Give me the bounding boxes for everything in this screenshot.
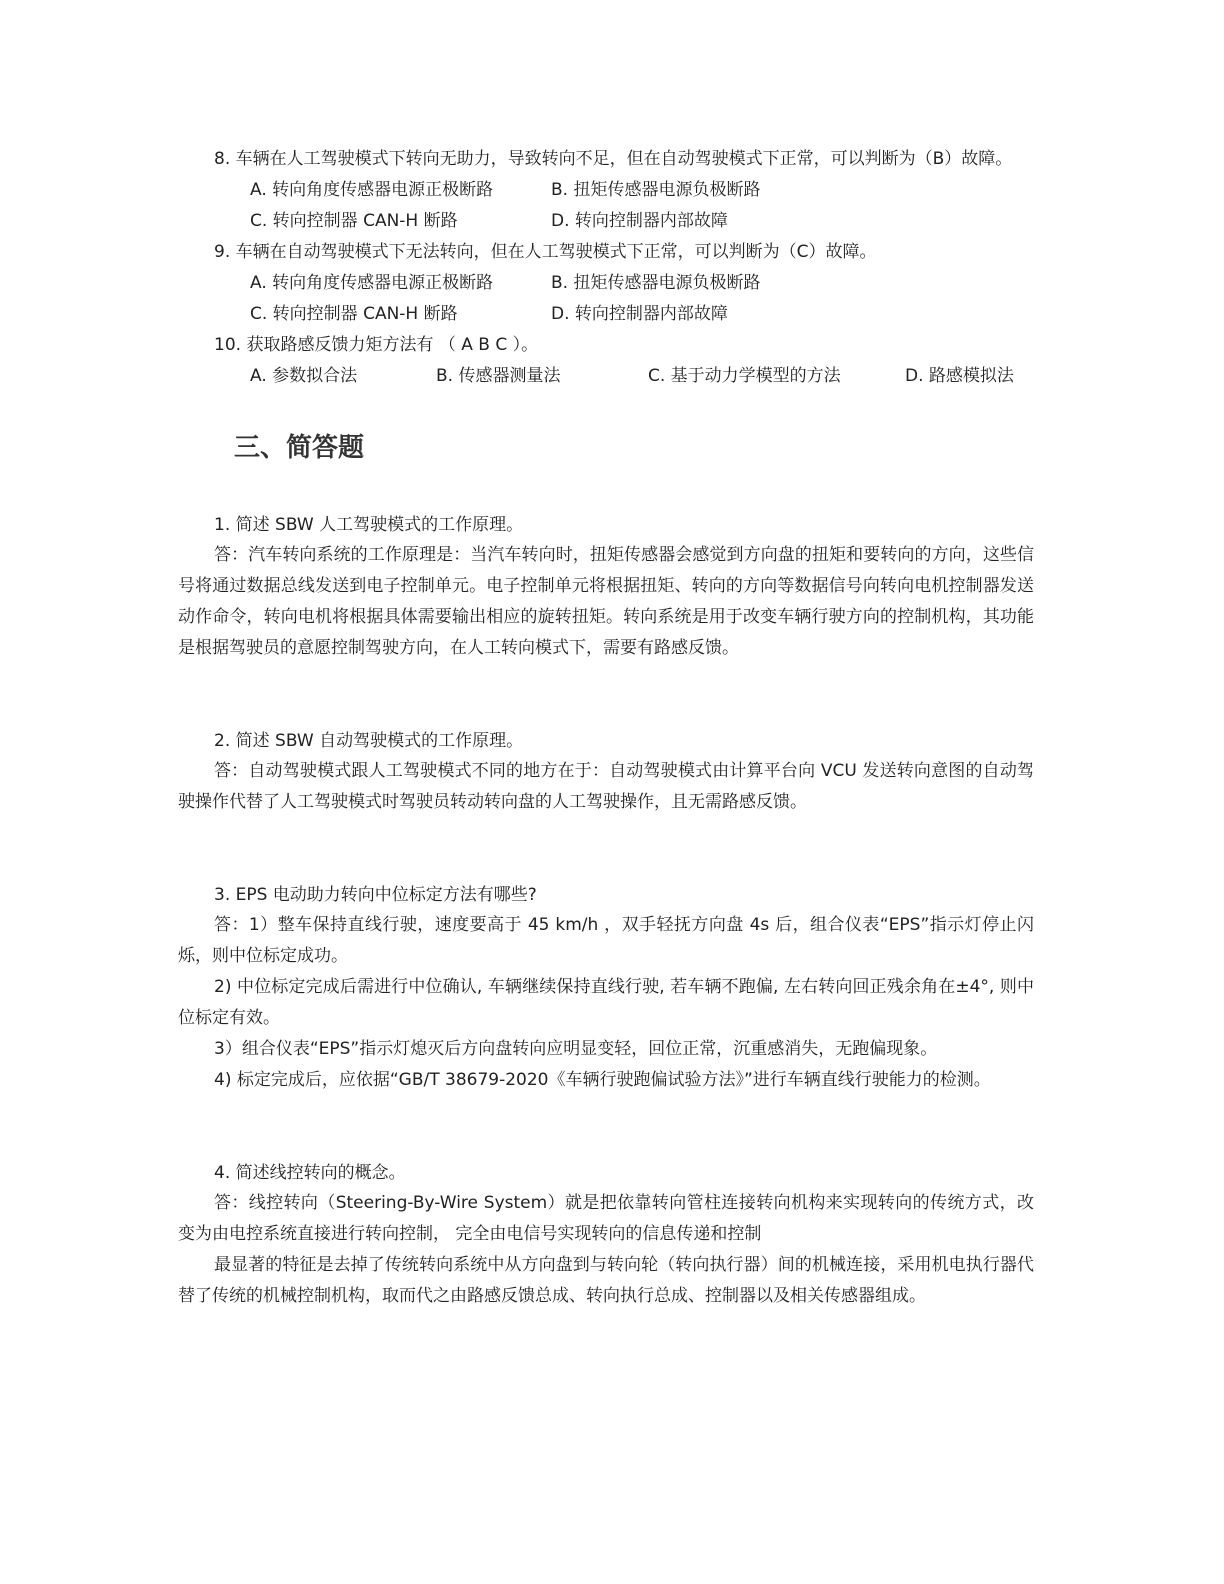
short-answer-2-stem: 2. 简述 SBW 自动驾驶模式的工作原理。	[214, 731, 524, 751]
question-10-option-c: C. 基于动力学模型的方法	[648, 366, 841, 386]
short-answer-3-answer-3: 3）组合仪表“EPS”指示灯熄灭后方向盘转向应明显变轻，回位正常，沉重感消失，无跑偏现象。	[214, 1039, 938, 1059]
question-8-option-a: A. 转向角度传感器电源正极断路	[250, 180, 494, 200]
question-8-option-b: B. 扭矩传感器电源负极断路	[551, 180, 761, 200]
short-answer-3-answer-4: 4) 标定完成后，应依据“GB/T 38679-2020《车辆行驶跑偏试验方法》”进行车辆直线行驶能力的检测。	[214, 1070, 991, 1090]
short-answer-3-stem: 3. EPS 电动助力转向中位标定方法有哪些?	[214, 885, 537, 905]
section-title: 三、简答题	[234, 433, 365, 463]
question-10-stem: 10. 获取路感反馈力矩方法有 （ A B C ）。	[214, 335, 539, 355]
question-8-option-d: D. 转向控制器内部故障	[551, 211, 728, 231]
question-10-option-d: D. 路感模拟法	[905, 366, 1014, 386]
question-10-option-a: A. 参数拟合法	[250, 366, 358, 386]
question-9-option-a: A. 转向角度传感器电源正极断路	[250, 273, 494, 293]
short-answer-4-stem: 4. 简述线控转向的概念。	[214, 1163, 406, 1183]
question-9-option-d: D. 转向控制器内部故障	[551, 304, 728, 324]
short-answer-1-stem: 1. 简述 SBW 人工驾驶模式的工作原理。	[214, 515, 524, 535]
question-9-option-b: B. 扭矩传感器电源负极断路	[551, 273, 761, 293]
short-answer-2-answer: 答：自动驾驶模式跟人工驾驶模式不同的地方在于：自动驾驶模式由计算平台向 VCU 发送转向意图的自动驾驶操作代替了人工驾驶模式时驾驶员转动转向盘的人工驾驶操作，且无需路感反馈。	[178, 761, 1034, 812]
short-answer-4-answer-2: 最显著的特征是去掉了传统转向系统中从方向盘到与转向轮（转向执行器）间的机械连接，采用机电执行器代替了传统的机械控制机构，取而代之由路感反馈总成、转向执行总成、控制器以及相关传感器组成。	[178, 1255, 1034, 1306]
short-answer-4-answer-1: 答：线控转向（Steering-By-Wire System）就是把依靠转向管柱连接转向机构来实现转向的传统方式，改变为由电控系统直接进行转向控制， 完全由电信号实现转向的信息传递和控制	[178, 1193, 1034, 1244]
question-8-stem: 8. 车辆在人工驾驶模式下转向无助力，导致转向不足，但在自动驾驶模式下正常，可以判断为（B）故障。	[214, 149, 1013, 169]
short-answer-3-answer-1: 答：1）整车保持直线行驶，速度要高于 45 km/h ，双手轻抚方向盘 4s 后，组合仪表“EPS”指示灯停止闪烁，则中位标定成功。	[178, 915, 1034, 966]
question-8-option-c: C. 转向控制器 CAN-H 断路	[250, 211, 458, 231]
short-answer-3-answer-2: 2) 中位标定完成后需进行中位确认, 车辆继续保持直线行驶, 若车辆不跑偏, 左右转向回正残余角在±4°, 则中位标定有效。	[178, 977, 1034, 1028]
question-10-option-b: B. 传感器测量法	[436, 366, 561, 386]
question-9-option-c: C. 转向控制器 CAN-H 断路	[250, 304, 458, 324]
question-9-stem: 9. 车辆在自动驾驶模式下无法转向，但在人工驾驶模式下正常，可以判断为（C）故障。	[214, 242, 877, 262]
short-answer-1-answer: 答：汽车转向系统的工作原理是：当汽车转向时，扭矩传感器会感觉到方向盘的扭矩和要转向的方向，这些信号将通过数据总线发送到电子控制单元。电子控制单元将根据扭矩、转向的方向等数据信号向转向电机控制器发送动作命令，转向电机将根据具体需要输出相应的旋转扭矩。转向系统是用于改变车辆行驶方向的控制机构，其功能是根据驾驶员的意愿控制驾驶方向，在人工转向模式下，需要有路感反馈。	[178, 545, 1034, 658]
